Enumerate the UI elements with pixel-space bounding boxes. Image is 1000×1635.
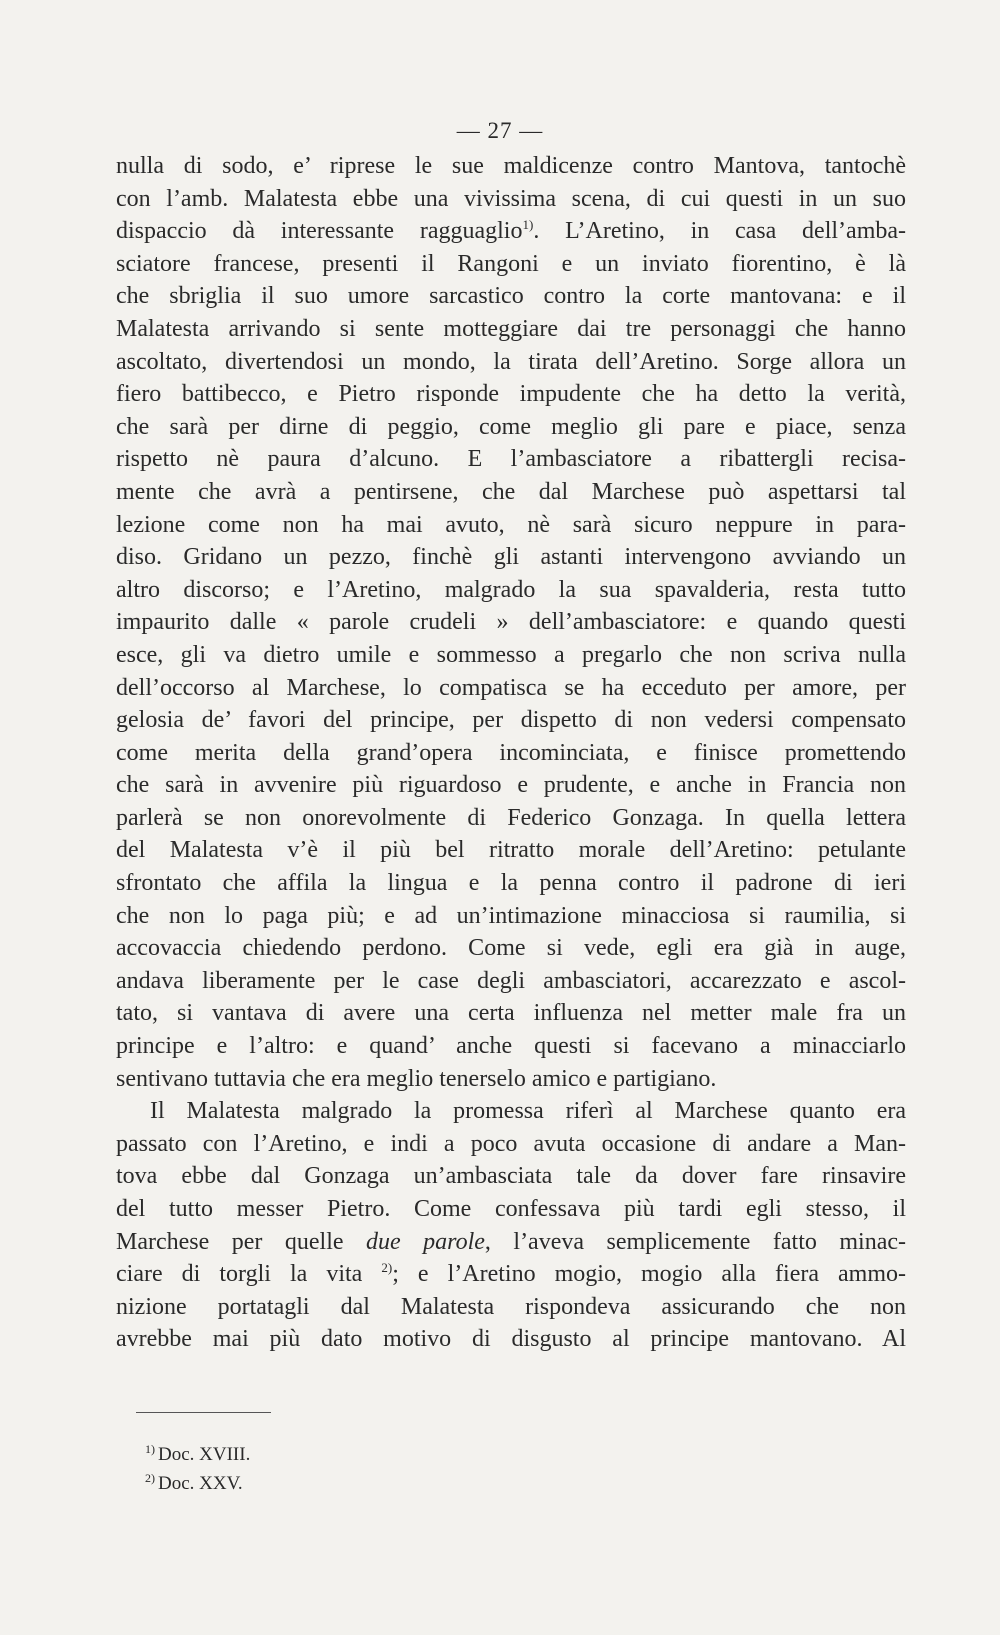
text-line: avrebbe mai più dato motivo di disgusto al principe mantovano. Al (116, 1326, 906, 1353)
footnote-reference: 1) (522, 217, 534, 233)
text-line: come merita della grand’opera incominciata, e finisce promettendo (116, 739, 906, 766)
text-line: nizione portatagli dal Malatesta rispondeva assicurando che non (116, 1293, 906, 1320)
footnotes (145, 1440, 250, 1498)
text-line: sentivano tuttavia che era meglio tenerselo amico e partigiano. (116, 1065, 717, 1092)
footnote-text: Doc. XXV. (158, 1473, 243, 1494)
body-text (116, 150, 906, 1356)
text-line: con l’amb. Malatesta ebbe una vivissima scena, di cui questi in un suo (116, 185, 906, 212)
text-line: dell’occorso al Marchese, lo compatisca se ha ecceduto per amore, per (116, 674, 906, 701)
footnote-2 (145, 1469, 250, 1498)
text-segment: ciare di torgli la vita (116, 1261, 363, 1288)
text-line: nulla di sodo, e’ riprese le sue maldicenze contro Mantova, tantochè (116, 153, 906, 179)
text-line: impaurito dalle « parole crudeli » dell’ambasciatore: e quando questi (116, 609, 906, 636)
page-number: — 27 — (456, 118, 544, 143)
text-line: andava liberamente per le case degli ambasciatori, accarezzato e ascol- (116, 967, 906, 994)
text-line: tato, si vantava di avere una certa influenza nel metter male fra un (116, 1000, 906, 1027)
footnote-reference: 2) (381, 1260, 393, 1276)
italic-phrase: due parole (366, 1228, 485, 1255)
text-line: principe e l’altro: e quand’ anche questi si facevano a minacciarlo (116, 1033, 906, 1060)
text-line: passato con l’Aretino, e indi a poco avuta occasione di andare a Man- (116, 1130, 906, 1157)
text-line: Malatesta arrivando si sente motteggiare dai tre personaggi che hanno (116, 315, 906, 342)
text-line: sfrontato che affila la lingua e la penna contro il padrone di ieri (116, 870, 906, 897)
text-segment: Marchese per quelle (116, 1228, 344, 1255)
text-line: esce, gli va dietro umile e sommesso a pregarlo che non scriva nulla (116, 641, 906, 668)
text-line: del Malatesta v’è il più bel ritratto morale dell’Aretino: petulante (116, 837, 906, 864)
footnote-text: Doc. XVIII. (158, 1444, 251, 1465)
text-line: gelosia de’ favori del principe, per dispetto di non vedersi compensato (116, 707, 906, 734)
text-segment: dispaccio dà interessante ragguaglio (116, 218, 523, 245)
text-line: altro discorso; e l’Aretino, malgrado la sua spavalderia, resta tutto (116, 576, 906, 603)
text-line: accovaccia chiedendo perdono. Come si vede, egli era già in auge, (116, 935, 906, 962)
footnote-1 (145, 1440, 250, 1469)
text-line: mente che avrà a pentirsene, che dal Marchese può aspettarsi tal (116, 478, 906, 505)
text-segment: , l’aveva semplicemente fatto minac- (484, 1228, 907, 1255)
text-line: Il Malatesta malgrado la promessa riferì al Marchese quanto era (150, 1098, 906, 1125)
footnote-mark: 1) (145, 1442, 155, 1456)
text-line: ascoltato, divertendosi un mondo, la tirata dell’Aretino. Sorge allora un (116, 348, 906, 375)
text-line (116, 215, 906, 248)
footnote-mark: 2) (145, 1471, 155, 1485)
text-line: rispetto nè paura d’alcuno. E l’ambasciatore a ribattergli recisa- (116, 446, 906, 473)
text-line: sciatore francese, presenti il Rangoni e un inviato fiorentino, è là (116, 250, 906, 277)
text-line (116, 1226, 906, 1259)
text-line: che sarà in avvenire più riguardoso e prudente, e anche in Francia non (116, 772, 906, 799)
text-line: che non lo paga più; e ad un’intimazione minacciosa si raumilia, si (116, 902, 906, 929)
text-line: tova ebbe dal Gonzaga un’ambasciata tale da dover fare rinsavire (116, 1163, 906, 1190)
text-line: fiero battibecco, e Pietro risponde impudente che ha detto la verità, (116, 381, 906, 408)
footnote-divider (136, 1412, 271, 1413)
text-segment: ; e l’Aretino mogio, mogio alla fiera ammo- (392, 1261, 907, 1288)
text-line: del tutto messer Pietro. Come confessava più tardi egli stesso, il (116, 1196, 906, 1222)
text-line (116, 1258, 906, 1291)
text-line: che sbriglia il suo umore sarcastico contro la corte mantovana: e il (116, 283, 906, 310)
text-line: parlerà se non onorevolmente di Federico Gonzaga. In quella lettera (116, 804, 906, 831)
text-line: diso. Gridano un pezzo, finchè gli astanti intervengono avviando un (116, 544, 906, 571)
text-line: che sarà per dirne di peggio, come meglio gli pare e piace, senza (116, 413, 906, 440)
text-line: lezione come non ha mai avuto, nè sarà sicuro neppure in para- (116, 511, 906, 538)
text-segment: . L’Aretino, in casa dell’amba- (533, 218, 907, 245)
